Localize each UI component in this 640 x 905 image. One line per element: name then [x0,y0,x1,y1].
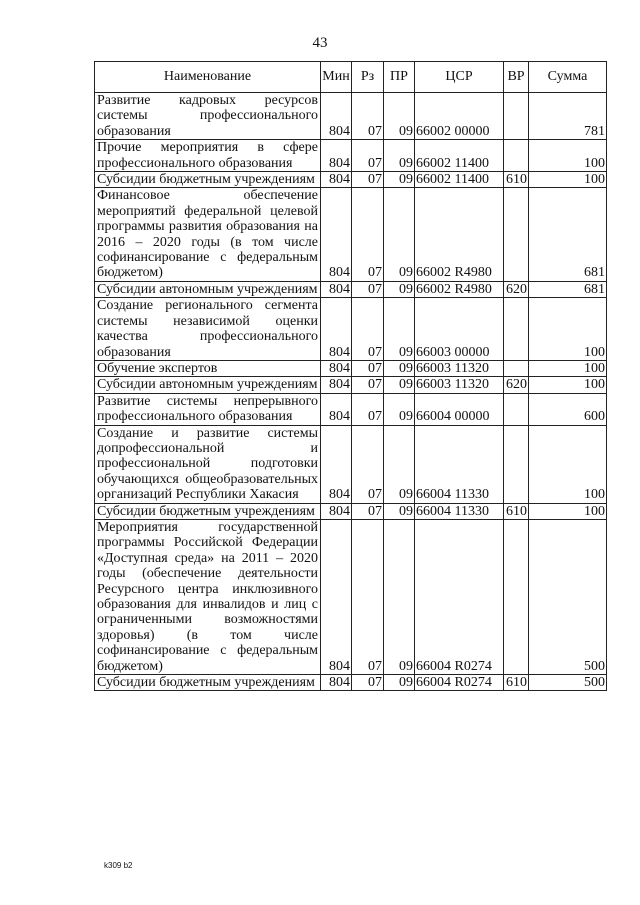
cell-vr [504,140,529,172]
table-row [95,393,607,425]
cell-pr: 09 [384,140,415,172]
cell-rz: 07 [352,360,384,376]
cell-name: Субсидии бюджетным учреждениям [95,503,321,519]
cell-name: Прочие мероприятия в сфере профессионального образования [95,140,321,172]
cell-pr: 09 [384,503,415,519]
cell-min: 804 [321,425,352,503]
cell-pr: 09 [384,298,415,361]
cell-pr: 09 [384,425,415,503]
table-row [95,188,607,281]
table-row [95,281,607,297]
cell-min: 804 [321,360,352,376]
table-row [95,675,607,691]
header-rz: Рз [352,62,384,93]
cell-rz: 07 [352,377,384,393]
cell-rz: 07 [352,675,384,691]
cell-rz: 07 [352,425,384,503]
cell-csr: 66004 R0274 [415,519,504,674]
cell-sum: 500 [529,519,607,674]
table-row [95,93,607,140]
cell-name: Обучение экспертов [95,360,321,376]
table-header-row [95,62,607,93]
cell-csr: 66002 11400 [415,172,504,188]
cell-rz: 07 [352,281,384,297]
cell-sum: 100 [529,377,607,393]
cell-sum: 681 [529,188,607,281]
cell-rz: 07 [352,503,384,519]
cell-min: 804 [321,172,352,188]
cell-vr [504,360,529,376]
header-name: Наименование [95,62,321,93]
cell-vr: 610 [504,172,529,188]
header-min: Мин [321,62,352,93]
table-row [95,425,607,503]
cell-rz: 07 [352,519,384,674]
budget-table [94,61,607,691]
cell-pr: 09 [384,172,415,188]
cell-name: Создание и развитие системы допрофессиональной и профессиональной подготовки обучающихся общеобразовательных организаций Республики Хакасия [95,425,321,503]
cell-vr: 620 [504,377,529,393]
cell-min: 804 [321,298,352,361]
table-row [95,140,607,172]
cell-min: 804 [321,675,352,691]
cell-min: 804 [321,503,352,519]
cell-sum: 100 [529,425,607,503]
cell-pr: 09 [384,188,415,281]
table-row [95,503,607,519]
cell-name: Развитие системы непрерывного профессионального образования [95,393,321,425]
cell-csr: 66003 00000 [415,298,504,361]
cell-sum: 100 [529,298,607,361]
cell-sum: 681 [529,281,607,297]
cell-sum: 600 [529,393,607,425]
cell-vr: 620 [504,281,529,297]
cell-sum: 100 [529,360,607,376]
cell-vr: 610 [504,675,529,691]
cell-csr: 66004 R0274 [415,675,504,691]
cell-pr: 09 [384,377,415,393]
table-row [95,298,607,361]
cell-csr: 66002 11400 [415,140,504,172]
table-row [95,377,607,393]
cell-name: Субсидии автономным учреждениям [95,377,321,393]
cell-min: 804 [321,281,352,297]
header-pr: ПР [384,62,415,93]
cell-name: Создание регионального сегмента системы независимой оценки качества профессионального образования [95,298,321,361]
document-code: k309 b2 [104,861,133,870]
cell-name: Субсидии бюджетным учреждениям [95,675,321,691]
cell-csr: 66002 00000 [415,93,504,140]
cell-csr: 66004 11330 [415,503,504,519]
cell-rz: 07 [352,172,384,188]
cell-pr: 09 [384,360,415,376]
table-row [95,519,607,674]
cell-csr: 66003 11320 [415,377,504,393]
cell-sum: 100 [529,140,607,172]
cell-sum: 500 [529,675,607,691]
cell-name: Субсидии бюджетным учреждениям [95,172,321,188]
cell-rz: 07 [352,93,384,140]
cell-vr [504,188,529,281]
cell-sum: 100 [529,172,607,188]
cell-csr: 66003 11320 [415,360,504,376]
cell-csr: 66004 11330 [415,425,504,503]
cell-min: 804 [321,188,352,281]
cell-pr: 09 [384,393,415,425]
cell-vr [504,93,529,140]
cell-pr: 09 [384,675,415,691]
header-sum: Сумма [529,62,607,93]
cell-rz: 07 [352,298,384,361]
cell-vr: 610 [504,503,529,519]
cell-name: Финансовое обеспечение мероприятий федеральной целевой программы развития образования на 2016 – 2020 годы (в том числе софинансирование с федеральным бюджетом) [95,188,321,281]
cell-min: 804 [321,519,352,674]
cell-sum: 100 [529,503,607,519]
cell-vr [504,425,529,503]
cell-pr: 09 [384,93,415,140]
cell-min: 804 [321,377,352,393]
cell-sum: 781 [529,93,607,140]
cell-rz: 07 [352,393,384,425]
cell-name: Развитие кадровых ресурсов системы профессионального образования [95,93,321,140]
cell-name: Мероприятия государственной программы Российской Федерации «Доступная среда» на 2011 – 2020 годы (обеспечение деятельности Ресурсного центра инклюзивного образования для инвалидов и лиц с ограниченными возможностями здоровья) (в том числе софинансирование с федеральным бюджетом) [95,519,321,674]
cell-csr: 66002 R4980 [415,188,504,281]
cell-vr [504,298,529,361]
cell-min: 804 [321,393,352,425]
cell-csr: 66002 R4980 [415,281,504,297]
cell-vr [504,393,529,425]
cell-csr: 66004 00000 [415,393,504,425]
table-row [95,360,607,376]
table-body [95,93,607,691]
cell-name: Субсидии автономным учреждениям [95,281,321,297]
cell-vr [504,519,529,674]
page-number: 43 [312,35,328,51]
table-row [95,172,607,188]
cell-rz: 07 [352,188,384,281]
header-csr: ЦСР [415,62,504,93]
cell-pr: 09 [384,519,415,674]
cell-pr: 09 [384,281,415,297]
header-vr: ВР [504,62,529,93]
cell-min: 804 [321,140,352,172]
cell-rz: 07 [352,140,384,172]
cell-min: 804 [321,93,352,140]
